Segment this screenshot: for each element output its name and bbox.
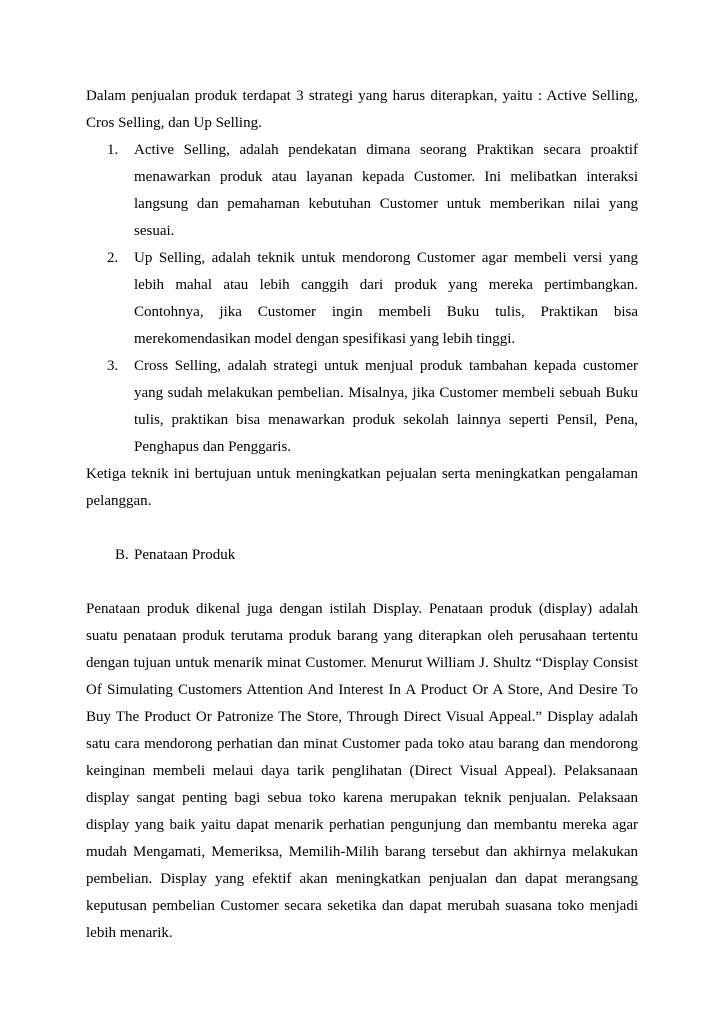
section-heading [115,542,638,569]
list-item [107,137,638,245]
list-item-text: Up Selling, adalah teknik untuk mendorong Customer agar membeli versi yang lebih mahal atau lebih canggih dari produk yang mereka pertimbangkan. Contohnya, jika Customer ingin membeli Buku tulis, Praktikan bisa merekomendasikan model dengan spesifikasi yang lebih tinggi. [134,250,638,347]
list-item-number: 1. [107,142,119,158]
list-item-text: Active Selling, adalah pendekatan dimana seorang Praktikan secara proaktif menawarkan produk atau layanan kepada Customer. Ini melibatkan interaksi langsung dan pemahaman kebutuhan Customer untuk memberikan nilai yang sesuai. [134,142,638,239]
body-paragraph: Penataan produk dikenal juga dengan istilah Display. Penataan produk (display) adalah suatu penataan produk terutama produk barang yang diterapkan oleh perusahaan tertentu dengan tujuan untuk menarik minat Customer. Menurut William J. Shultz “Display Consist Of Simulating Customers Attention And Interest In A Product Or A Store, And Desire To Buy The Product Or Patronize The Store, Through Direct Visual Appeal.” Display adalah satu cara mendorong perhatian dan minat Customer pada toko atau barang dan mendorong keinginan membeli melaui daya tarik penglihatan (Direct Visual Appeal). Pelaksanaan display sangat penting bagi sebua toko karena merupakan teknik penjualan. Pelaksaan display yang baik yaitu dapat menarik perhatian pengunjung dan membantu mereka agar mudah Mengamati, Memeriksa, Memilih-Milih barang tersebut dan akhirnya melakukan pembelian. Display yang efektif akan meningkatkan penjualan dan dapat merangsang keputusan pembelian Customer secara seketika dan dapat merubah suasana toko menjadi lebih menarik. [86,601,638,941]
list-item-number: 3. [107,358,119,374]
strategy-list [107,137,638,461]
list-item [107,245,638,353]
section-heading-text: Penataan Produk [134,547,236,563]
list-item-number: 2. [107,250,119,266]
list-item-text: Cross Selling, adalah strategi untuk menjual produk tambahan kepada customer yang sudah melakukan pembelian. Misalnya, jika Customer membeli sebuah Buku tulis, praktikan bisa menawarkan produk sekolah lainnya seperti Pensil, Pena, Penghapus dan Penggaris. [134,358,638,455]
section-heading-number: B. [115,547,129,563]
list-item [107,353,638,461]
closing-paragraph: Ketiga teknik ini bertujuan untuk meningkatkan pejualan serta meningkatkan pengalaman pelanggan. [86,466,638,509]
intro-paragraph: Dalam penjualan produk terdapat 3 strategi yang harus diterapkan, yaitu : Active Selling, Cros Selling, dan Up Selling. [86,88,638,131]
